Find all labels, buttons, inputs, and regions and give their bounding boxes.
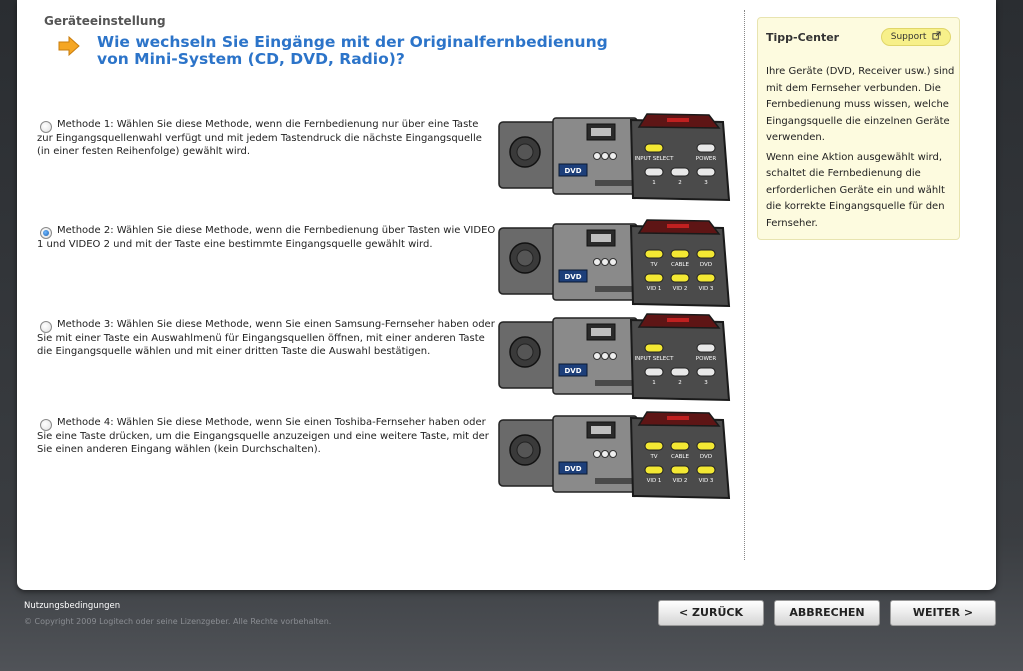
- remote-button-label: VID 1: [646, 286, 662, 292]
- method-option-4[interactable]: [37, 416, 737, 508]
- device-label: DVD: [564, 465, 582, 473]
- remote-button-label: 3: [704, 180, 708, 186]
- remote-button: [697, 368, 715, 376]
- tip-paragraph: Ihre Geräte (DVD, Receiver usw.) sind mit dem Fernseher verbunden. Die Fernbedienung muss wissen, welche Eingangsquelle die einzelnen Geräte verwenden.: [766, 66, 955, 143]
- remote-button-label: POWER: [695, 356, 717, 362]
- terms-of-use-link[interactable]: Nutzungsbedingungen: [24, 601, 121, 611]
- remote-button-label: VID 3: [698, 478, 714, 484]
- method-option-text: Methode 2: Wählen Sie diese Methode, wenn die Fernbedienung über Tasten wie VIDEO 1 und VIDEO 2 und mit der Taste eine bestimmte Eingangsquelle gewählt wird.: [37, 225, 496, 250]
- method-option-text: Methode 1: Wählen Sie diese Methode, wenn die Fernbedienung nur über eine Taste zur Eingangsquellenwahl verfügt und mit jedem Tastendruck die nächste Eingangsquelle (in einer festen Reihenfolge) gewählt wird.: [37, 119, 482, 157]
- remote-button-label: DVD: [699, 262, 713, 268]
- external-link-icon: [932, 31, 941, 40]
- support-button[interactable]: [881, 28, 951, 46]
- remote-button-label: VID 2: [672, 286, 688, 292]
- support-button-label: Support: [890, 32, 927, 42]
- method-option-2[interactable]: [37, 224, 737, 316]
- method-option-1[interactable]: [37, 118, 737, 210]
- method-option-text: Methode 3: Wählen Sie diese Methode, wenn Sie einen Samsung-Fernseher haben oder Sie mit einer Taste ein Auswahlmenü für Eingangsquellen öffnen, mit einer anderen Taste die Eingangsquelle wählen und mit einer dritten Taste die Auswahl bestätigen.: [37, 319, 495, 357]
- remote-button-label: VID 1: [646, 478, 662, 484]
- copyright-text: © Copyright 2009 Logitech oder seine Lizenzgeber. Alle Rechte vorbehalten.: [24, 617, 332, 626]
- remote-button: [697, 274, 715, 282]
- remote-button-label: DVD: [699, 454, 713, 460]
- tip-center: [757, 17, 960, 240]
- page-question: Wie wechseln Sie Eingänge mit der Originalfernbedienung von Mini-System (CD, DVD, Radio)?: [97, 33, 608, 68]
- remote-button: [697, 344, 715, 352]
- remote-button: [697, 144, 715, 152]
- device-label: DVD: [564, 167, 582, 175]
- device-illustration: [497, 408, 735, 504]
- remote-button: [645, 144, 663, 152]
- remote-button: [645, 368, 663, 376]
- remote-button-label: VID 3: [698, 286, 714, 292]
- main-panel: [17, 0, 996, 590]
- device-illustration: [497, 216, 735, 312]
- remote-button-label: TV: [650, 454, 658, 460]
- remote-button: [671, 168, 689, 176]
- method-option-radio[interactable]: [40, 321, 52, 333]
- tip-paragraph: Wenn eine Aktion ausgewählt wird, schaltet die Fernbedienung die erforderlichen Geräte ein und wählt die korrekte Eingangsquelle für den Fernseher.: [766, 151, 945, 229]
- remote-button-label: INPUT SELECT: [634, 156, 674, 162]
- remote-button-label: 1: [652, 380, 656, 386]
- remote-button-label: INPUT SELECT: [634, 356, 674, 362]
- remote-button: [645, 466, 663, 474]
- remote-button-label: 2: [678, 180, 682, 186]
- section-label: Geräteeinstellung: [44, 14, 166, 28]
- tip-center-title: Tipp-Center: [766, 31, 840, 44]
- method-option-text: Methode 4: Wählen Sie diese Methode, wenn Sie einen Toshiba-Fernseher haben oder Sie eine Taste drücken, um die Eingangsquelle anzuzeigen und eine weitere Taste, mit der Sie einen anderen Eingang wählen (kein Durchschalten).: [37, 417, 489, 455]
- method-option-radio[interactable]: [40, 121, 52, 133]
- method-option-3[interactable]: [37, 318, 737, 410]
- arrow-right-icon: [57, 34, 81, 58]
- remote-button-label: POWER: [695, 156, 717, 162]
- remote-button: [697, 442, 715, 450]
- remote-button-label: 1: [652, 180, 656, 186]
- cancel-button[interactable]: ABBRECHEN: [774, 600, 880, 626]
- device-illustration: [497, 310, 735, 406]
- remote-button: [671, 368, 689, 376]
- method-option-radio[interactable]: [40, 227, 52, 239]
- remote-button: [697, 168, 715, 176]
- remote-button: [671, 250, 689, 258]
- remote-button-label: CABLE: [671, 262, 689, 268]
- remote-button: [671, 466, 689, 474]
- remote-button: [697, 466, 715, 474]
- remote-button-label: 3: [704, 380, 708, 386]
- remote-button: [697, 250, 715, 258]
- device-label: DVD: [564, 367, 582, 375]
- device-illustration: [497, 110, 735, 206]
- remote-button: [645, 274, 663, 282]
- tip-center-text: [766, 64, 956, 235]
- remote-button-label: CABLE: [671, 454, 689, 460]
- remote-button-label: 2: [678, 380, 682, 386]
- next-button[interactable]: WEITER >: [890, 600, 996, 626]
- remote-button-label: VID 2: [672, 478, 688, 484]
- device-label: DVD: [564, 273, 582, 281]
- remote-button: [645, 344, 663, 352]
- remote-button: [645, 168, 663, 176]
- remote-button: [671, 442, 689, 450]
- remote-button: [645, 442, 663, 450]
- divider: [744, 10, 745, 560]
- method-option-radio[interactable]: [40, 419, 52, 431]
- remote-button-label: TV: [650, 262, 658, 268]
- remote-button: [645, 250, 663, 258]
- back-button[interactable]: < ZURÜCK: [658, 600, 764, 626]
- remote-button: [671, 274, 689, 282]
